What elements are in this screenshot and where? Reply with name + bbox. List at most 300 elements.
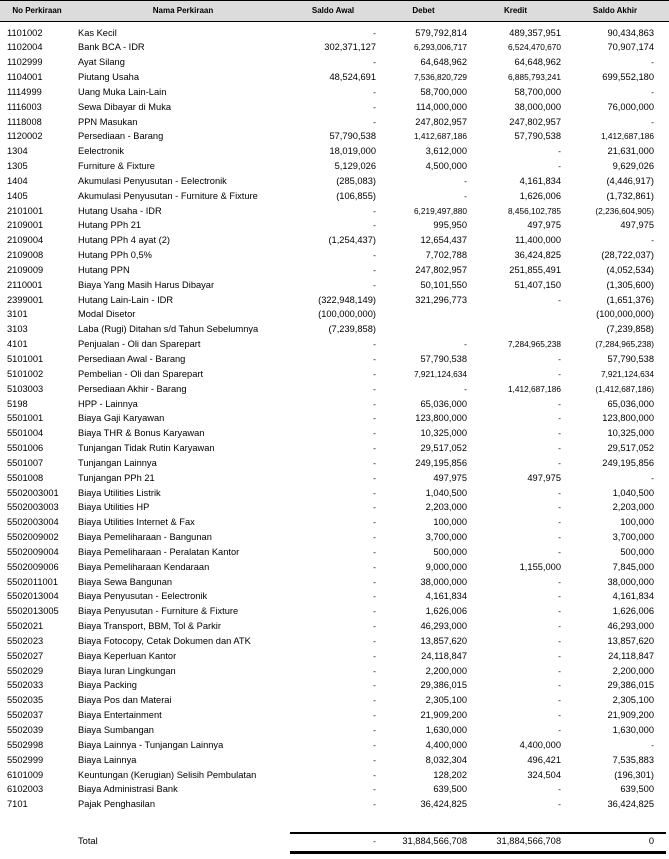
debet-value: 7,702,788	[425, 250, 467, 261]
total-bottom-rule	[290, 851, 666, 854]
table-row	[0, 486, 669, 501]
account-name: Biaya Entertainment	[78, 710, 162, 721]
account-name: Uang Muka Lain-Lain	[78, 86, 167, 97]
account-name: Biaya Pemeliharaan - Bangunan	[78, 532, 212, 543]
saldo-akhir-value: (28,722,037)	[601, 250, 654, 261]
saldo-awal-value: -	[373, 532, 376, 543]
debet-value: 4,500,000	[425, 161, 467, 172]
account-number: 5501004	[7, 428, 44, 439]
table-row	[0, 649, 669, 664]
kredit-value: 58,700,000	[514, 86, 561, 97]
saldo-akhir-value: (1,305,600)	[606, 279, 654, 290]
kredit-value: 7,284,965,238	[507, 339, 561, 350]
header-nama-perkiraan: Nama Perkiraan	[152, 6, 214, 15]
saldo-akhir-value: 100,000	[620, 517, 654, 528]
kredit-value: -	[558, 635, 561, 646]
saldo-akhir-value: 21,909,200	[607, 710, 654, 721]
table-row	[0, 189, 669, 204]
account-name: Hutang Usaha - IDR	[78, 205, 162, 216]
table-row	[0, 678, 669, 693]
saldo-akhir-value: 500,000	[620, 546, 654, 557]
debet-value: 3,700,000	[425, 532, 467, 543]
account-number: 5502027	[7, 650, 44, 661]
saldo-akhir-value: 76,000,000	[607, 101, 654, 112]
saldo-awal-value: -	[373, 27, 376, 38]
total-kredit: 31,884,566,708	[496, 836, 561, 846]
kredit-value: 6,885,793,241	[507, 72, 561, 83]
account-number: 5502003004	[7, 517, 59, 528]
saldo-awal-value: -	[373, 799, 376, 810]
account-number: 5502037	[7, 710, 44, 721]
table-row	[0, 456, 669, 471]
debet-value: 249,195,856	[415, 457, 467, 468]
debet-value: 247,802,957	[415, 116, 467, 127]
saldo-akhir-value: 7,535,883	[612, 754, 654, 765]
saldo-awal-value: -	[373, 517, 376, 528]
kredit-value: -	[558, 428, 561, 439]
saldo-akhir-value: 24,118,847	[608, 650, 654, 661]
kredit-value: 1,626,006	[519, 190, 561, 201]
account-number: 5502029	[7, 665, 44, 676]
saldo-akhir-value: 57,790,538	[607, 353, 654, 364]
table-row	[0, 782, 669, 797]
saldo-awal-value: 5,129,026	[334, 161, 376, 172]
saldo-akhir-value: (196,301)	[614, 769, 654, 780]
account-name: Biaya Utilities Listrik	[78, 487, 161, 498]
table-header	[0, 0, 669, 22]
account-number: 5502998	[7, 739, 44, 750]
saldo-awal-value: (1,254,437)	[328, 235, 376, 246]
account-number: 1118008	[7, 116, 42, 127]
saldo-awal-value: -	[373, 561, 376, 572]
debet-value: 24,118,847	[421, 650, 467, 661]
debet-value: 2,203,000	[425, 502, 467, 513]
kredit-value: -	[558, 799, 561, 810]
kredit-value: -	[558, 398, 561, 409]
saldo-akhir-value: (1,412,687,186)	[595, 383, 654, 394]
saldo-akhir-value: 2,305,100	[612, 695, 654, 706]
saldo-awal-value: -	[373, 383, 376, 394]
account-name: Biaya Keperluan Kantor	[78, 650, 177, 661]
account-name: Persediaan - Barang	[78, 131, 164, 142]
total-saldo-akhir: 0	[648, 836, 654, 846]
account-number: 5501001	[7, 413, 44, 424]
kredit-value: 8,456,102,785	[507, 205, 561, 216]
account-number: 5502039	[7, 724, 44, 735]
table-row	[0, 26, 669, 41]
kredit-value: 6,524,470,670	[507, 42, 561, 53]
saldo-awal-value: -	[373, 635, 376, 646]
saldo-awal-value: -	[373, 428, 376, 439]
account-name: Sewa Dibayar di Muka	[78, 101, 172, 112]
kredit-value	[470, 307, 561, 322]
table-row	[0, 293, 669, 308]
account-number: 1305	[7, 161, 28, 172]
debet-value: 639,500	[433, 784, 467, 795]
saldo-akhir-value: 1,412,687,186	[600, 131, 654, 142]
debet-value: 50,101,550	[420, 279, 467, 290]
saldo-awal-value: -	[373, 769, 376, 780]
account-number: 5502013004	[7, 591, 59, 602]
account-name: Bank BCA - IDR	[78, 42, 145, 53]
account-number: 2109001	[7, 220, 44, 231]
table-row	[0, 634, 669, 649]
account-name: Pembelian - Oli dan Sparepart	[78, 368, 204, 379]
table-row	[0, 500, 669, 515]
saldo-akhir-value: -	[651, 235, 654, 246]
account-name: Biaya Lainnya	[78, 754, 137, 765]
saldo-awal-value: (100,000,000)	[318, 309, 376, 320]
table-row	[0, 85, 669, 100]
account-name: Persediaan Awal - Barang	[78, 353, 186, 364]
account-number: 5101002	[7, 368, 44, 379]
saldo-akhir-value: 1,040,500	[612, 487, 654, 498]
saldo-awal-value: -	[373, 546, 376, 557]
saldo-akhir-value: 13,857,620	[607, 635, 654, 646]
account-number: 6101009	[7, 769, 44, 780]
debet-value: 58,700,000	[420, 86, 467, 97]
total-debet: 31,884,566,708	[402, 836, 467, 846]
table-row	[0, 397, 669, 412]
saldo-awal-value: -	[373, 576, 376, 587]
saldo-awal-value: 57,790,538	[329, 131, 376, 142]
table-row	[0, 530, 669, 545]
account-number: 5101001	[7, 353, 44, 364]
saldo-akhir-value: 1,630,000	[612, 724, 654, 735]
debet-value: -	[464, 383, 467, 394]
account-number: 2109008	[7, 250, 44, 261]
saldo-akhir-value: 36,424,825	[607, 799, 654, 810]
saldo-akhir-value: 2,200,000	[612, 665, 654, 676]
saldo-awal-value: -	[373, 101, 376, 112]
account-number: 5502009004	[7, 546, 59, 557]
table-row	[0, 411, 669, 426]
table-row	[0, 278, 669, 293]
table-row	[0, 471, 669, 486]
account-number: 5502021	[7, 621, 44, 632]
saldo-akhir-value: 123,800,000	[602, 413, 654, 424]
saldo-awal-value: -	[373, 650, 376, 661]
table-row	[0, 708, 669, 723]
saldo-awal-value: (285,083)	[336, 175, 376, 186]
table-row	[0, 129, 669, 144]
debet-value	[380, 322, 467, 337]
table-row	[0, 307, 669, 322]
account-name: Akumulasi Penyusutan - Eelectronik	[78, 175, 227, 186]
account-number: 3101	[7, 309, 28, 320]
saldo-awal-value: -	[373, 695, 376, 706]
table-row	[0, 441, 669, 456]
account-name: Hutang Lain-Lain - IDR	[78, 294, 174, 305]
table-row	[0, 144, 669, 159]
saldo-akhir-value: 4,161,834	[612, 591, 654, 602]
saldo-awal-value: -	[373, 443, 376, 454]
account-name: PPN Masukan	[78, 116, 138, 127]
saldo-awal-value: (106,855)	[336, 190, 376, 201]
table-row	[0, 693, 669, 708]
debet-value: 13,857,620	[420, 635, 467, 646]
account-number: 1304	[7, 146, 28, 157]
saldo-awal-value: -	[373, 591, 376, 602]
debet-value: 500,000	[433, 546, 467, 557]
account-number: 5502013005	[7, 606, 59, 617]
saldo-awal-value: -	[373, 680, 376, 691]
account-name: Ayat Silang	[78, 57, 125, 68]
saldo-akhir-value: (7,284,965,238)	[595, 339, 654, 350]
account-name: Biaya Pos dan Materai	[78, 695, 172, 706]
table-row	[0, 723, 669, 738]
saldo-awal-value: (322,948,149)	[318, 294, 376, 305]
saldo-awal-value: 18,019,000	[329, 146, 376, 157]
saldo-akhir-value: (4,446,917)	[606, 175, 654, 186]
kredit-value: -	[558, 457, 561, 468]
table-row	[0, 515, 669, 530]
account-number: 5501007	[7, 457, 44, 468]
kredit-value: -	[558, 710, 561, 721]
saldo-awal-value: -	[373, 724, 376, 735]
kredit-value: 497,975	[527, 220, 561, 231]
account-name: Biaya Utilities HP	[78, 502, 150, 513]
saldo-awal-value: (7,239,858)	[328, 324, 376, 335]
table-row	[0, 322, 669, 337]
debet-value: 497,975	[433, 472, 467, 483]
account-number: 7101	[7, 799, 28, 810]
account-name: Biaya Pemeliharaan Kendaraan	[78, 561, 210, 572]
saldo-akhir-value: -	[651, 116, 654, 127]
table-row	[0, 233, 669, 248]
account-number: 6102003	[7, 784, 44, 795]
debet-value: 9,000,000	[425, 561, 467, 572]
debet-value: 6,293,006,717	[413, 42, 467, 53]
account-name: Biaya Iuran Lingkungan	[78, 665, 176, 676]
header-saldo-akhir: Saldo Akhir	[592, 6, 638, 15]
kredit-value: 1,412,687,186	[507, 383, 561, 394]
table-row	[0, 619, 669, 634]
saldo-awal-value: -	[373, 784, 376, 795]
saldo-awal-value: -	[373, 487, 376, 498]
account-name: Furniture & Fixture	[78, 161, 155, 172]
kredit-value: -	[558, 680, 561, 691]
table-row	[0, 797, 669, 812]
kredit-value: -	[558, 606, 561, 617]
debet-value: 114,000,000	[415, 101, 467, 112]
saldo-awal-value: -	[373, 472, 376, 483]
account-name: Biaya Lainnya - Tunjangan Lainnya	[78, 739, 224, 750]
table-row	[0, 352, 669, 367]
account-name: Piutang Usaha	[78, 72, 139, 83]
debet-value: 6,219,497,880	[413, 205, 467, 216]
table-row	[0, 337, 669, 352]
saldo-awal-value: -	[373, 205, 376, 216]
kredit-value: 57,790,538	[514, 131, 561, 142]
saldo-akhir-value: (100,000,000)	[596, 309, 654, 320]
kredit-value: -	[558, 546, 561, 557]
saldo-awal-value: 48,524,691	[329, 72, 376, 83]
account-number: 5103003	[7, 383, 44, 394]
debet-value: 29,386,015	[420, 680, 467, 691]
table-row	[0, 367, 669, 382]
table-row	[0, 545, 669, 560]
debet-value: 128,202	[433, 769, 467, 780]
kredit-value: 324,504	[527, 769, 561, 780]
debet-value	[380, 307, 467, 322]
debet-value: 65,036,000	[420, 398, 467, 409]
kredit-value: -	[558, 576, 561, 587]
account-name: Biaya Penyusutan - Furniture & Fixture	[78, 606, 239, 617]
table-row	[0, 753, 669, 768]
account-number: 5198	[7, 398, 28, 409]
account-name: Eelectronik	[78, 146, 124, 157]
saldo-akhir-value: 639,500	[620, 784, 654, 795]
saldo-akhir-value: (7,239,858)	[606, 324, 654, 335]
debet-value: 29,517,052	[420, 443, 467, 454]
saldo-awal-value: -	[373, 754, 376, 765]
saldo-awal-value: -	[373, 264, 376, 275]
kredit-value: -	[558, 665, 561, 676]
table-row	[0, 768, 669, 783]
saldo-awal-value: -	[373, 86, 376, 97]
account-number: 1104001	[7, 72, 43, 83]
table-row	[0, 204, 669, 219]
account-number: 5502033	[7, 680, 44, 691]
account-name: Biaya Pemeliharaan - Peralatan Kantor	[78, 546, 240, 557]
saldo-awal-value: -	[373, 413, 376, 424]
account-number: 2101001	[7, 205, 44, 216]
account-name: Akumulasi Penyusutan - Furniture & Fixture	[78, 190, 258, 201]
header-no-perkiraan: No Perkiraan	[12, 6, 62, 15]
saldo-akhir-value: 90,434,863	[607, 27, 654, 38]
debet-value: 64,648,962	[420, 57, 467, 68]
account-number: 5502009002	[7, 532, 59, 543]
account-number: 2109004	[7, 235, 44, 246]
table-row	[0, 70, 669, 85]
table-row	[0, 426, 669, 441]
table-row	[0, 40, 669, 55]
account-name: Biaya Administrasi Bank	[78, 784, 178, 795]
saldo-awal-value: -	[373, 606, 376, 617]
account-name: Pajak Penghasilan	[78, 799, 156, 810]
account-number: 2399001	[7, 294, 44, 305]
debet-value: 7,536,820,729	[413, 72, 467, 83]
debet-value: 4,161,834	[425, 591, 467, 602]
account-number: 5501008	[7, 472, 44, 483]
table-row	[0, 738, 669, 753]
account-name: Tunjangan Lainnya	[78, 457, 157, 468]
table-row	[0, 575, 669, 590]
saldo-akhir-value: 1,626,006	[612, 606, 654, 617]
account-name: Biaya Fotocopy, Cetak Dokumen dan ATK	[78, 635, 251, 646]
saldo-akhir-value: 10,325,000	[607, 428, 654, 439]
debet-value: 2,200,000	[425, 665, 467, 676]
kredit-value: 4,400,000	[519, 739, 561, 750]
header-kredit: Kredit	[503, 6, 528, 15]
account-name: Biaya Utilities Internet & Fax	[78, 517, 195, 528]
account-number: 1120002	[7, 131, 43, 142]
account-name: Biaya Penyusutan - Eelectronik	[78, 591, 208, 602]
kredit-value: 1,155,000	[519, 561, 561, 572]
account-name: Keuntungan (Kerugian) Selisih Pembulatan	[78, 769, 257, 780]
saldo-awal-value: -	[373, 116, 376, 127]
total-saldo-awal: -	[373, 836, 376, 846]
account-name: Laba (Rugi) Ditahan s/d Tahun Sebelumnya	[78, 324, 259, 335]
account-number: 5502023	[7, 635, 44, 646]
saldo-awal-value: -	[373, 250, 376, 261]
saldo-awal-value: -	[373, 220, 376, 231]
debet-value: -	[464, 175, 467, 186]
table-row	[0, 382, 669, 397]
debet-value: -	[464, 339, 467, 350]
kredit-value: 38,000,000	[514, 101, 561, 112]
table-row	[0, 560, 669, 575]
debet-value: 12,654,437	[420, 235, 467, 246]
debet-value: 3,612,000	[425, 146, 467, 157]
debet-value: 995,950	[433, 220, 467, 231]
saldo-awal-value: -	[373, 739, 376, 750]
debet-value: 1,630,000	[425, 724, 467, 735]
kredit-value: -	[558, 650, 561, 661]
account-name: Hutang PPh 0,5%	[78, 250, 152, 261]
saldo-akhir-value: 70,907,174	[607, 42, 654, 53]
kredit-value: -	[558, 591, 561, 602]
saldo-akhir-value: (1,732,861)	[606, 190, 654, 201]
saldo-akhir-value: 7,845,000	[612, 561, 654, 572]
table-row	[0, 55, 669, 70]
debet-value: 7,921,124,634	[413, 368, 467, 379]
debet-value: 46,293,000	[420, 621, 467, 632]
kredit-value: 489,357,951	[509, 27, 561, 38]
kredit-value: -	[558, 724, 561, 735]
account-number: 5502003001	[7, 487, 59, 498]
kredit-value: -	[558, 487, 561, 498]
saldo-akhir-value: -	[651, 472, 654, 483]
saldo-awal-value: -	[373, 710, 376, 721]
saldo-akhir-value: 699,552,180	[602, 72, 654, 83]
debet-value: 579,792,814	[415, 27, 467, 38]
kredit-value: -	[558, 146, 561, 157]
debet-value: -	[464, 190, 467, 201]
kredit-value: 51,407,150	[514, 279, 561, 290]
saldo-akhir-value: 3,700,000	[612, 532, 654, 543]
saldo-akhir-value: -	[651, 86, 654, 97]
kredit-value: -	[558, 353, 561, 364]
saldo-akhir-value: 9,629,026	[612, 161, 654, 172]
saldo-akhir-value: 65,036,000	[607, 398, 654, 409]
account-name: Biaya THR & Bonus Karyawan	[78, 428, 205, 439]
account-name: Biaya Sewa Bangunan	[78, 576, 173, 587]
kredit-value: 36,424,825	[514, 250, 561, 261]
saldo-awal-value: -	[373, 339, 376, 350]
table-row	[0, 218, 669, 233]
table-row	[0, 664, 669, 679]
saldo-akhir-value: 497,975	[620, 220, 654, 231]
debet-value: 247,802,957	[415, 264, 467, 275]
total-label: Total	[78, 836, 98, 846]
saldo-akhir-value: 2,203,000	[612, 502, 654, 513]
account-number: 5502999	[7, 754, 44, 765]
account-number: 1116003	[7, 101, 42, 112]
saldo-akhir-value: 29,386,015	[607, 680, 654, 691]
account-name: Tunjangan Tidak Rutin Karyawan	[78, 443, 215, 454]
debet-value: 100,000	[433, 517, 467, 528]
table-row	[0, 604, 669, 619]
kredit-value: 497,975	[527, 472, 561, 483]
saldo-akhir-value: 46,293,000	[607, 621, 654, 632]
saldo-awal-value: -	[373, 353, 376, 364]
saldo-akhir-value: 38,000,000	[607, 576, 654, 587]
account-name: Modal Disetor	[78, 309, 136, 320]
table-row	[0, 100, 669, 115]
kredit-value: -	[558, 784, 561, 795]
